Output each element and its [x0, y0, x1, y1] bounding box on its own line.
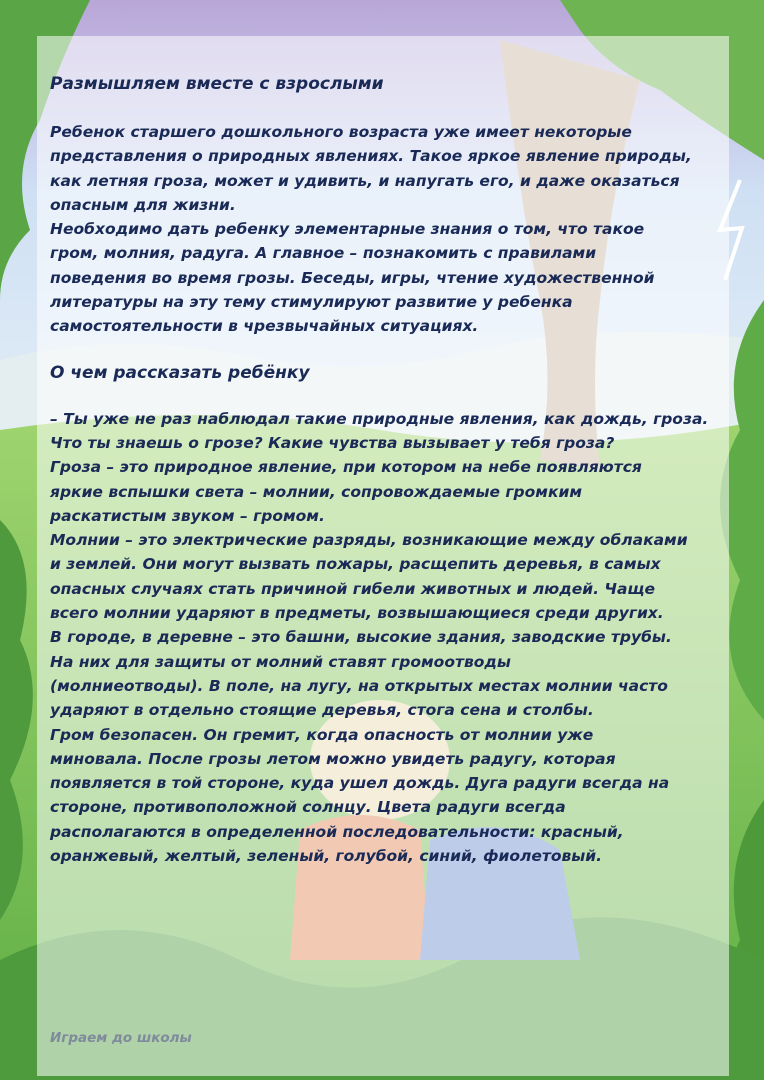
paragraph-thunder-rainbow: Гром безопасен. Он гремит, когда опасность от молнии уже миновала. После грозы летом можно увидеть радугу, которая появляется в той стороне, куда ушел дождь. Дуга радуги всегда на стороне, противоположной солнцу. Цвета радуги всегда располагаются в определенной последовательности: красный, оранжевый, желтый, зеленый, голубой, синий, фиолетовый.: [50, 725, 670, 866]
paragraph-intro: Ребенок старшего дошкольного возраста уже имеет некоторые представления о природных явлениях. Такое яркое явление природы, как летняя гроза, может и удивить, и напугать его, и даже оказаться опасным для жизни.: [50, 123, 692, 214]
paragraph-thunderstorm: – Ты уже не раз наблюдал такие природные явления, как дождь, гроза. Что ты знаешь о грозе? Какие чувства вызывает у тебя гроза? Гроза – это природное явление, при котором на небе появляются яркие вспышки света – молнии, сопровождаемые громким раскатистым звуком – громом.: [50, 409, 709, 525]
paragraph-lightning: Молнии – это электрические разряды, возникающие между облаками и землей. Они могут вызвать пожары, расщепить деревья, в самых опасных случаях стать причиной гибели животных и людей. Чаще всего молнии ударяют в предметы, возвышающиеся среди других. В городе, в деревне – это башни, высокие здания, заводские трубы. На них для защиты от молний ставят громоотводы (молниеотводы). В поле, на лугу, на открытых местах молнии часто ударяют в отдельно стоящие деревья, стога сена и столбы.: [50, 531, 688, 720]
article: [50, 72, 730, 868]
footer-series-title: Играем до школы: [50, 1030, 192, 1046]
section-heading-reflect: Размышляем вместе с взрослыми: [50, 74, 384, 94]
section-heading-tell-child: О чем рассказать ребёнку: [50, 362, 310, 383]
paragraph-knowledge: Необходимо дать ребенку элементарные знания о том, что такое гром, молния, радуга. А главное – познакомить с правилами поведения во время грозы. Беседы, игры, чтение художественной литературы на эту тему стимулируют развитие у ребенка самостоятельности в чрезвычайных ситуациях.: [50, 220, 655, 336]
